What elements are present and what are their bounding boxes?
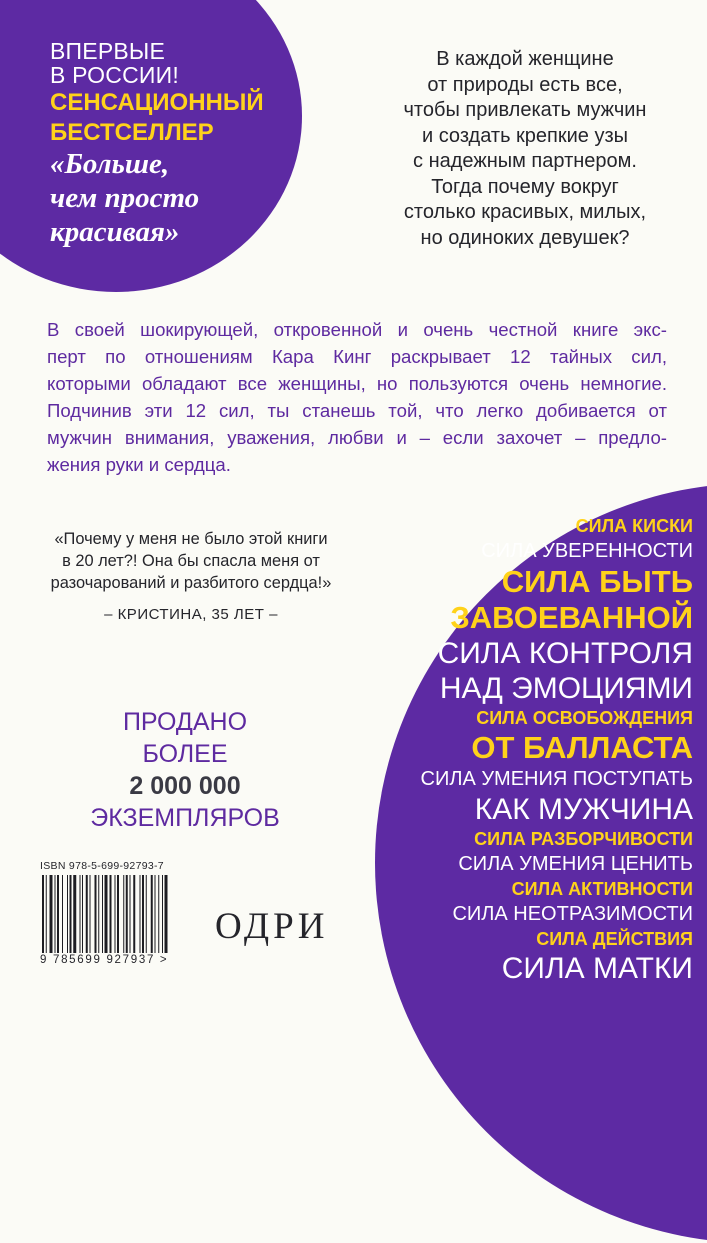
description-line: мужчин внимания, уважения, любви и – если захочет – предло-	[47, 427, 667, 448]
power-item: СИЛА БЫТЬ	[501, 564, 693, 599]
intro-line: от природы есть все,	[427, 73, 623, 96]
isbn-label: ISBN 978-5-699-92793-7	[40, 860, 164, 872]
intro-line: и создать крепкие узы	[421, 124, 629, 147]
barcode-digits: 9 785699 927937 >	[40, 954, 169, 966]
description-line: перт по отношениям Кара Кинг раскрывает 12 тайных сил,	[47, 346, 667, 367]
power-item: НАД ЭМОЦИЯМИ	[439, 672, 693, 705]
power-item: СИЛА КИСКИ	[575, 516, 693, 536]
power-item: СИЛА УМЕНИЯ ЦЕНИТЬ	[458, 853, 693, 875]
intro-line: В каждой женщине	[436, 48, 614, 70]
power-item: СИЛА АКТИВНОСТИ	[511, 879, 693, 899]
promo-title-line-1: «Больше,	[50, 148, 170, 180]
power-item: СИЛА УВЕРЕННОСТИ	[481, 540, 693, 562]
power-item: КАК МУЖЧИНА	[474, 793, 693, 826]
power-item: СИЛА МАТКИ	[501, 952, 693, 985]
power-item: СИЛА КОНТРОЛЯ	[437, 637, 693, 670]
barcode-block	[40, 860, 210, 966]
promo-title-line-2: чем просто	[50, 182, 200, 214]
power-item: СИЛА НЕОТРАЗИМОСТИ	[452, 903, 693, 925]
promo-line-first: ВПЕРВЫЕ	[50, 38, 165, 64]
power-item: СИЛА ДЕЙСТВИЯ	[536, 929, 693, 949]
power-item: СИЛА РАЗБОРЧИВОСТИ	[474, 829, 693, 849]
promo-line-russia: В РОССИИ!	[50, 62, 179, 88]
intro-line: но одиноких девушек?	[420, 226, 630, 249]
description-line: В своей шокирующей, откровенной и очень честной книге экс-	[47, 319, 667, 340]
description-paragraph	[47, 316, 667, 478]
sold-line-1: ПРОДАНО	[122, 708, 248, 736]
quote-line: разочарований и разбитого сердца!»	[50, 574, 332, 592]
sold-count: 2 000 000	[129, 772, 241, 800]
quote-line: в 20 лет?! Она бы спасла меня от	[62, 552, 320, 570]
power-item: СИЛА УМЕНИЯ ПОСТУПАТЬ	[420, 768, 693, 790]
promo-sensational: СЕНСАЦИОННЫЙ	[50, 89, 264, 116]
promo-bestseller: БЕСТСЕЛЛЕР	[50, 119, 214, 146]
promo-title-line-3: красивая»	[50, 216, 180, 248]
intro-text	[360, 47, 690, 251]
publisher-logo: ОДРИ	[215, 906, 329, 947]
promo-block	[50, 39, 295, 249]
quote-line: «Почему у меня не было этой книги	[54, 530, 328, 548]
quote-author: – КРИСТИНА, 35 ЛЕТ –	[104, 606, 278, 623]
power-item: ОТ БАЛЛАСТА	[471, 730, 693, 765]
description-line: Подчинив эти 12 сил, ты станешь той, что легко добивается от	[47, 400, 667, 421]
sold-line-4: ЭКЗЕМПЛЯРОВ	[90, 804, 280, 832]
intro-line: с надежным партнером.	[413, 150, 637, 172]
sold-line-2: БОЛЕЕ	[142, 740, 228, 768]
intro-line: Тогда почему вокруг	[431, 175, 619, 198]
description-line: жения руки и сердца.	[47, 454, 231, 475]
intro-line: столько красивых, милых,	[403, 201, 647, 223]
power-item: ЗАВОЕВАННОЙ	[450, 600, 693, 635]
barcode-icon	[40, 875, 202, 953]
description-line: которыми обладают все женщины, но пользуются очень немногие.	[47, 373, 667, 394]
intro-line: чтобы привлекать мужчин	[403, 99, 647, 121]
power-item: СИЛА ОСВОБОЖДЕНИЯ	[476, 708, 693, 728]
